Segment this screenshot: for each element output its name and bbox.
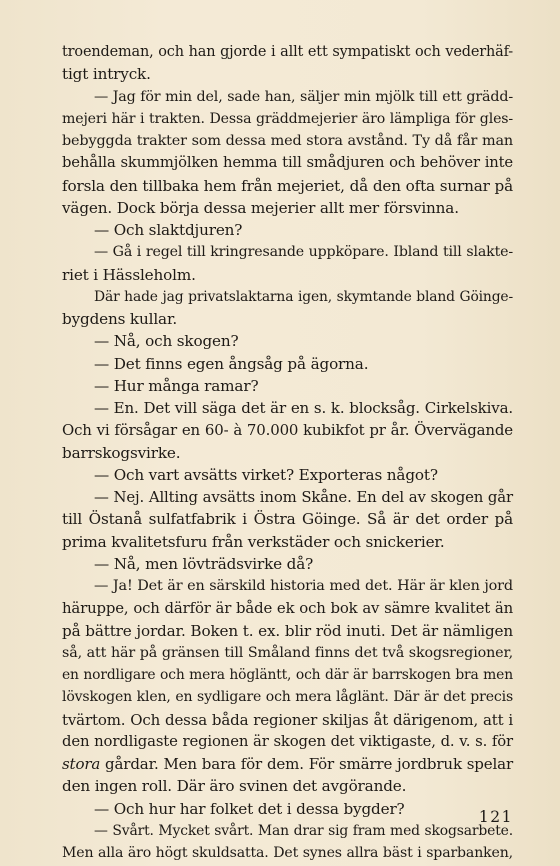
text-line: forsla den tillbaka hem från mejeriet, då den ofta surnar på (62, 176, 513, 195)
text-line: till Östanå sulfatfabrik i Östra Göinge. Så är det order på (62, 510, 513, 529)
text-line: Där hade jag privatslaktarna igen, skymtande bland Göinge- (94, 288, 513, 305)
text-line: den ingen roll. Där äro svinen det avgörande. (62, 777, 407, 796)
text-line: bebyggda trakter som dessa med stora avstånd. Ty då får man (62, 133, 513, 149)
text-line: riet i Hässleholm. (62, 265, 196, 284)
text-line: troendeman, och han gjorde i allt ett sympatiskt och vederhäf- (62, 44, 513, 60)
text-line: en nordligare och mera högläntt, och där är barrskogen bra men (62, 667, 513, 683)
text-line: — Svårt. Mycket svårt. Man drar sig fram med skogsarbete. (94, 822, 513, 839)
text-line: — Och hur har folket det i dessa bygder? (94, 799, 405, 818)
text-line: prima kvalitetsfuru från verkstäder och snickerier. (62, 532, 445, 551)
text-line: — Hur många ramar? (94, 376, 259, 395)
text-line: — Nej. Allting avsätts inom Skåne. En del av skogen går (94, 488, 513, 506)
text-line: — Nå, och skogen? (94, 332, 239, 351)
text-line: häruppe, och därför är både ek och bok av sämre kvalitet än (62, 599, 513, 618)
text-line: på bättre jordar. Boken t. ex. blir röd inuti. Det är nämligen (62, 621, 513, 640)
text-line: — Nå, men lövträdsvirke då? (94, 554, 314, 573)
text-line: bygdens kullar. (62, 310, 178, 328)
text-line: mejeri här i trakten. Dessa gräddmejerier äro lämpliga för gles- (62, 110, 513, 127)
text-line: Och vi försågar en 60- à 70.000 kubikfot pr år. Övervägande (62, 421, 513, 440)
text-line: behålla skummjölken hemma till smådjuren och behöver inte (62, 154, 513, 172)
text-line: lövskogen klen, en sydligare och mera låglänt. Där är det precis (62, 689, 513, 706)
body-text (62, 41, 513, 864)
text-line: — Jag för min del, sade han, säljer min mjölk till ett grädd- (94, 88, 513, 105)
text-line: Men alla äro högt skuldsatta. Det synes allra bäst i sparbanken, (62, 845, 513, 861)
text-line: — Gå i regel till kringresande uppköpare. Ibland till slakte- (94, 244, 513, 261)
text-line: — En. Det vill säga det är en s. k. blocksåg. Cirkelskiva. (94, 399, 513, 417)
text-line: så, att här på gränsen till Småland finns det två skogsregioner, (62, 644, 513, 661)
text-line: den nordligaste regionen är skogen det viktigaste, d. v. s. för (62, 732, 513, 750)
text-line: tigt intryck. (62, 65, 151, 84)
text-line: — Ja! Det är en särskild historia med det. Här är klen jord (94, 578, 513, 594)
text-line: — Och vart avsätts virket? Exporteras något? (94, 465, 438, 484)
text-line: barrskogsvirke. (62, 443, 181, 462)
text-line: stora gårdar. Men bara för dem. För smärre jordbruk spelar (62, 755, 513, 773)
text-line: tvärtom. Och dessa båda regioner skiljas åt därigenom, att i (62, 710, 513, 729)
text-line: — Och slaktdjuren? (94, 221, 243, 239)
text-line: — Det finns egen ångsåg på ägorna. (94, 354, 369, 373)
text-line: vägen. Dock börja dessa mejerier allt mer försvinna. (62, 198, 459, 217)
emphasized-word: stora (62, 755, 101, 773)
page-number: 121 (478, 808, 513, 826)
